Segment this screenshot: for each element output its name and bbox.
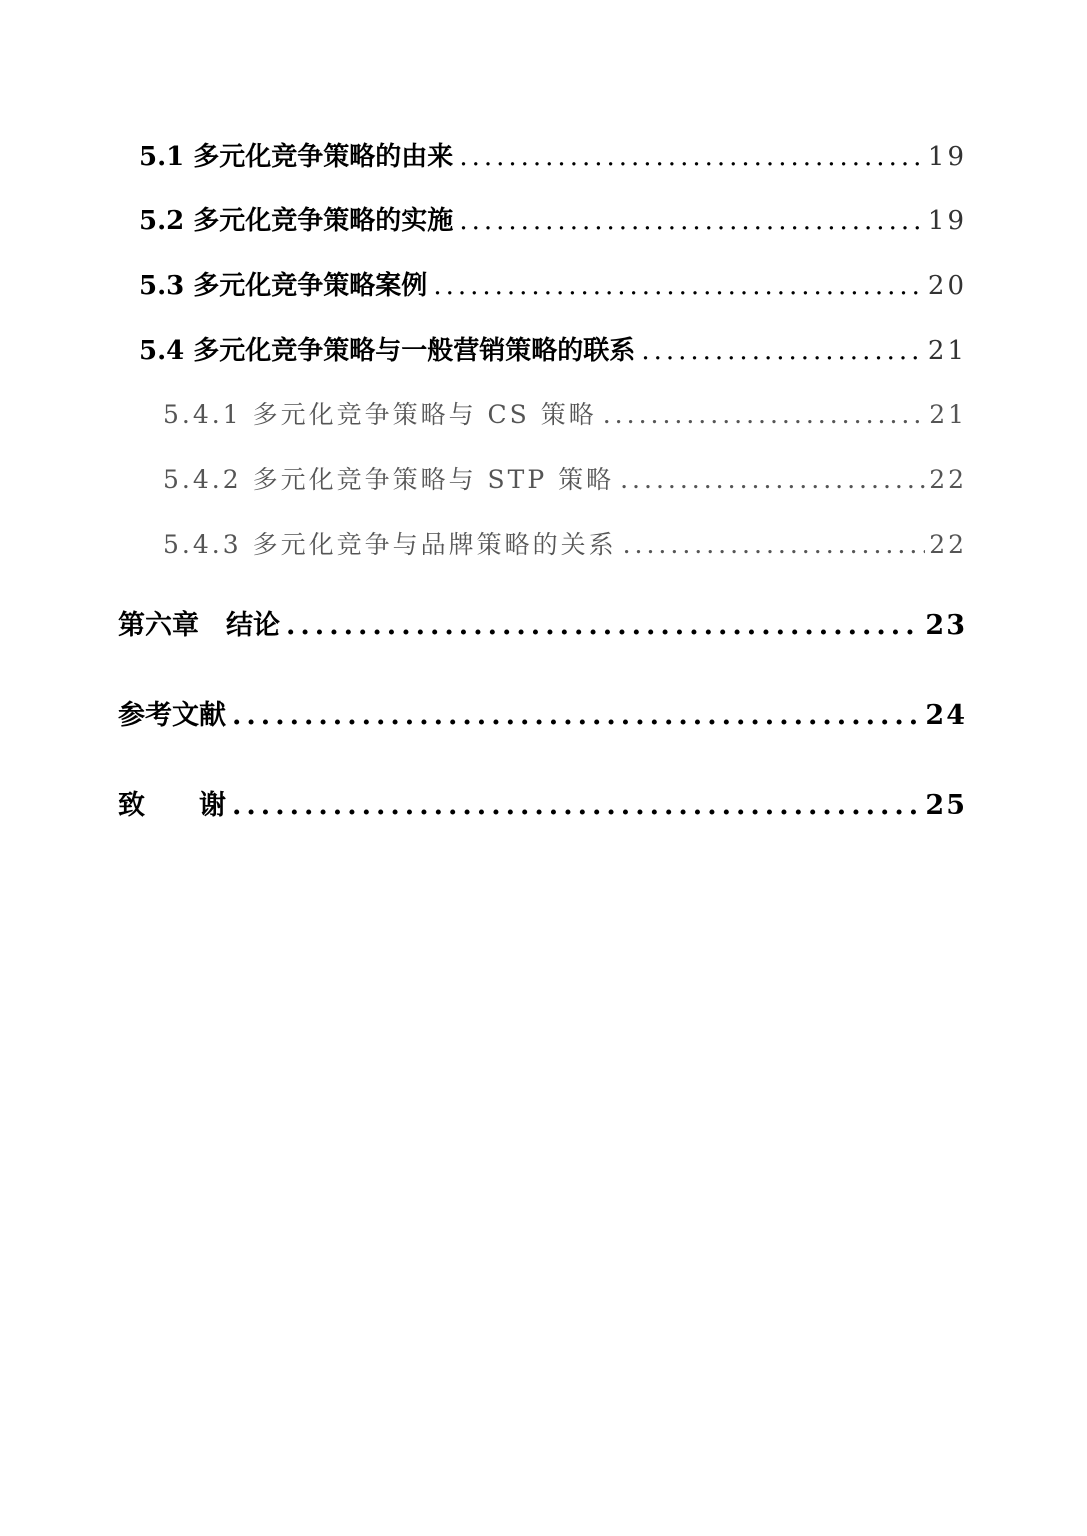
toc-entry-5-4-1[interactable]: [163, 395, 967, 431]
toc-entry-number: 5.3: [139, 271, 185, 301]
toc-dot-leader: [623, 530, 926, 559]
toc-entry-page: 21: [929, 400, 967, 429]
toc-entry-5-3[interactable]: [139, 265, 967, 302]
toc-entry-text: 多元化竞争策略与 STP 策略: [252, 465, 615, 494]
toc-entry-page: 19: [927, 206, 967, 236]
toc-entry-title: [139, 330, 635, 367]
toc-dot-leader: [603, 400, 925, 429]
toc-entry-page: 24: [925, 700, 967, 731]
toc-entry-page: 20: [927, 271, 967, 301]
toc-entry-number: 5.4.3: [163, 530, 242, 559]
toc-entry-page: 23: [925, 610, 967, 641]
toc-entry-title: [118, 693, 226, 732]
toc-dot-leader: [232, 700, 921, 731]
toc-entry-title: [139, 265, 427, 302]
toc-entry-references[interactable]: [118, 693, 967, 732]
toc-entry-text: 多元化竞争策略案例: [193, 271, 428, 301]
toc-entry-text: 多元化竞争与品牌策略的关系: [252, 530, 617, 559]
toc-entry-text: 多元化竞争策略与一般营销策略的联系: [193, 336, 636, 366]
toc-dot-leader: [232, 790, 921, 821]
toc-entry-text: 结论: [226, 610, 280, 641]
toc-entry-text: 参考文献: [118, 700, 226, 731]
toc-entry-page: 21: [927, 336, 967, 366]
toc-entry-text: 多元化竞争策略的实施: [193, 206, 454, 236]
toc-entry-page: 19: [927, 142, 967, 172]
toc-entry-number: 5.2: [139, 206, 185, 236]
toc-entry-text: 多元化竞争策略与 CS 策略: [252, 400, 597, 429]
toc-entry-number: 5.4: [139, 336, 185, 366]
toc-entry-page: 25: [925, 790, 967, 821]
toc-entry-number: 5.1: [139, 142, 185, 172]
toc-entry-chapter-6[interactable]: [118, 603, 967, 642]
toc-entry-title: [118, 783, 226, 822]
toc-entry-title: [118, 603, 280, 642]
toc-entry-title: [139, 200, 453, 237]
toc-entry-title: [139, 136, 453, 173]
toc-entry-acknowledgements[interactable]: [118, 783, 967, 822]
toc-dot-leader: [641, 336, 924, 366]
toc-dot-leader: [286, 610, 921, 641]
toc-entry-5-4-2[interactable]: [163, 460, 967, 496]
toc-entry-5-4[interactable]: [139, 330, 967, 367]
toc-entry-5-1[interactable]: [139, 136, 967, 173]
toc-entry-title: [163, 395, 597, 431]
toc-dot-leader: [433, 271, 924, 301]
toc-entry-text: 致 谢: [118, 790, 226, 821]
toc-entry-number: 第六章: [118, 610, 199, 641]
toc-dot-leader: [459, 142, 924, 172]
toc-entry-page: 22: [929, 465, 967, 494]
toc-entry-text: 多元化竞争策略的由来: [193, 142, 454, 172]
toc-entry-page: 22: [929, 530, 967, 559]
toc-entry-title: [163, 460, 614, 496]
toc-entry-5-2[interactable]: [139, 200, 967, 237]
toc-entry-title: [163, 525, 617, 561]
toc-entry-number: 5.4.1: [163, 400, 242, 429]
toc-dot-leader: [620, 465, 925, 494]
toc-dot-leader: [459, 206, 924, 236]
toc-entry-number: 5.4.2: [163, 465, 242, 494]
toc-entry-5-4-3[interactable]: [163, 525, 967, 561]
